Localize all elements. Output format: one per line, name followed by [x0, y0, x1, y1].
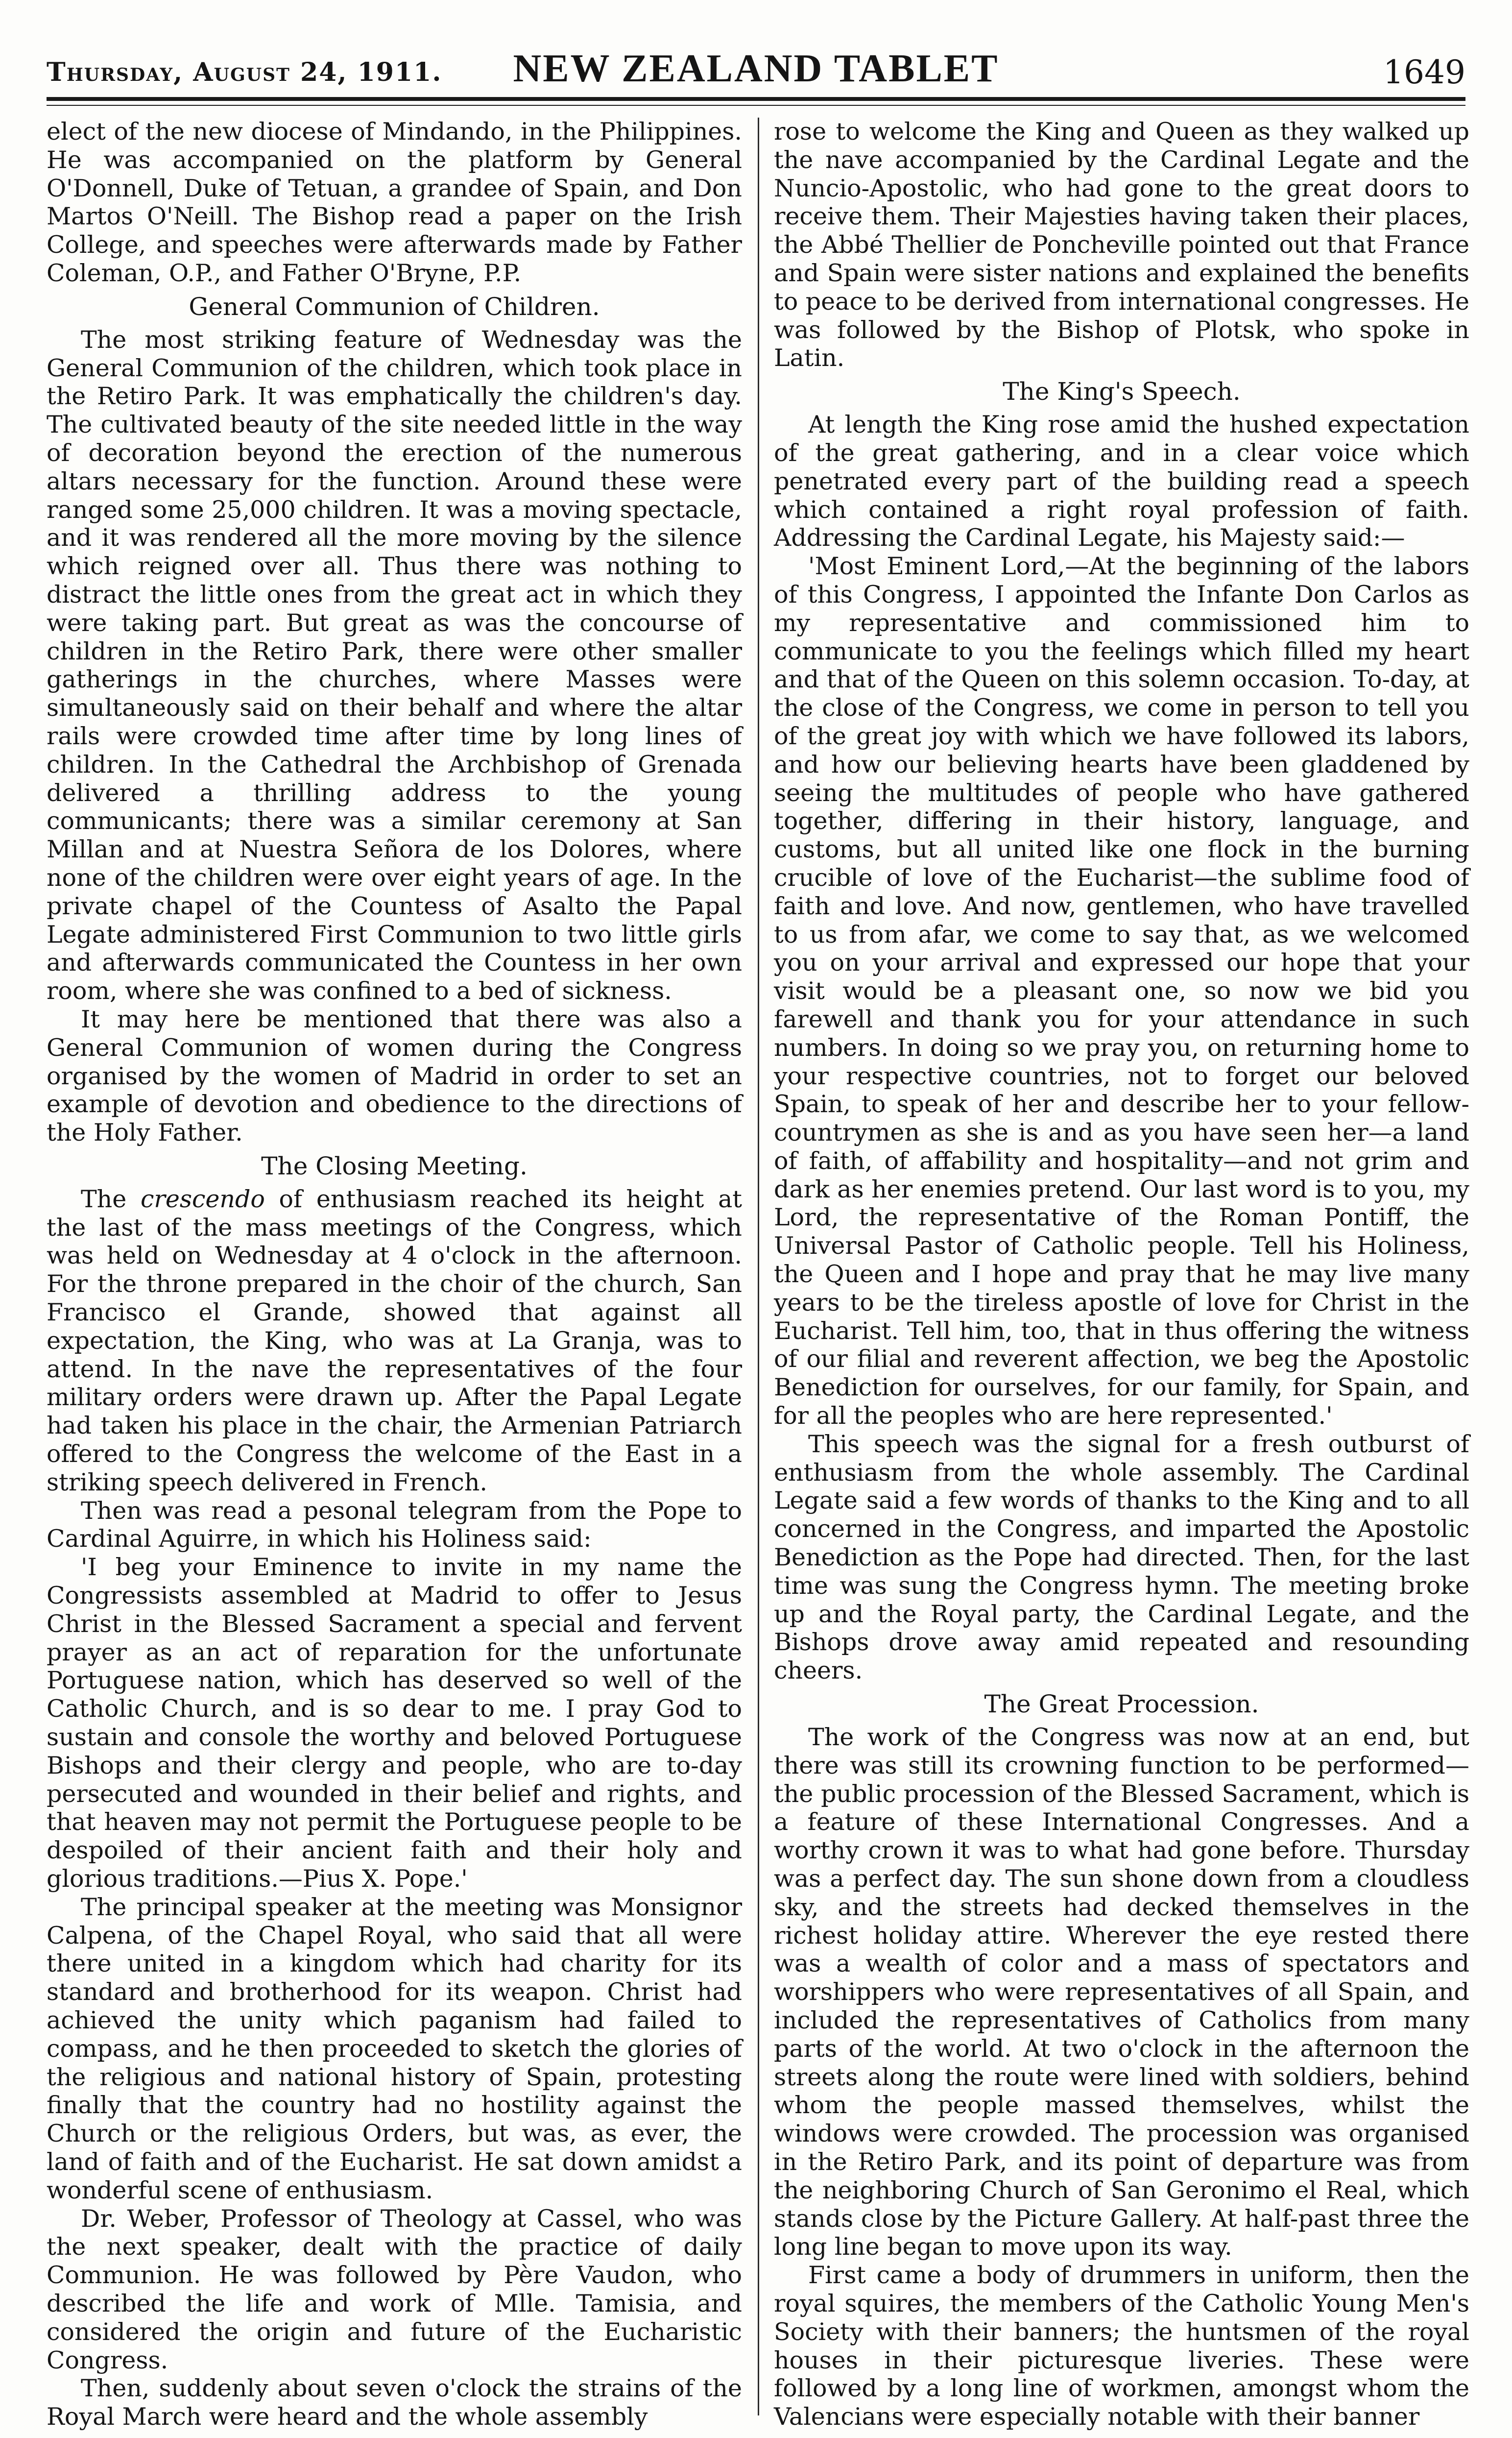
- header-rule-thin: [47, 105, 1465, 106]
- left-paragraph-4: [47, 1185, 742, 1497]
- heading-kings-speech: The King's Speech.: [1003, 377, 1241, 406]
- issue-date: Thursday, August 24, 1911.: [47, 57, 442, 87]
- left-column: [47, 118, 742, 2431]
- right-paragraph-2: At length the King rose amid the hushed expectation of the great gathering, and in a clear voice which penetrated every part of the building read a speech which contained a right royal profession of faith. Addressing the Cardinal Legate, his Majesty said:—: [774, 411, 1469, 552]
- heading-general-communion: General Communion of Children.: [189, 292, 600, 321]
- heading-great-procession: The Great Procession.: [984, 1690, 1259, 1719]
- page-header: [47, 47, 1465, 96]
- right-paragraph-1: rose to welcome the King and Queen as they walked up the nave accompanied by the Cardinal Legate and the Nuncio-Apostolic, who had gone to the great doors to receive them. Their Majesties having taken their places, the Abbé Thellier de Poncheville pointed out that France and Spain were sister nations and explained the benefits to peace to be derived from international congresses. He was followed by the Bishop of Plotsk, who spoke in Latin.: [774, 118, 1469, 372]
- right-paragraph-4: This speech was the signal for a fresh outburst of enthusiasm from the whole assembly. The Cardinal Legate said a few words of thanks to the King and to all concerned in the Congress, and imparted the Apostolic Benediction as the Pope had directed. Then, for the last time was sung the Congress hymn. The meeting broke up and the Royal party, the Cardinal Legate, and the Bishops drove away amid repeated and resounding cheers.: [774, 1430, 1469, 1685]
- kings-speech-text: 'Most Eminent Lord,—At the beginning of the labors of this Congress, I appointed the Infante Don Carlos as my representative and commissioned him to communicate to you the feelings which filled my heart and that of the Queen on this solemn occasion. To-day, at the close of the Congress, we come in person to tell you of the great joy with which we have followed its labors, and how our believing hearts have been gladdened by seeing the multitudes of people who have gathered together, differing in their history, language, and customs, but all united like one flock in the burning crucible of love of the Eucharist—the sublime food of faith and love. And now, gentlemen, who have travelled to us from afar, we come to say that, as we welcomed you on your arrival and expressed our hope that your visit would be a pleasant one, so now we bid you farewell and thank you for your attendance in such numbers. In doing so we pray you, on returning home to your respective countries, not to forget our beloved Spain, to speak of her and describe her to your fellow-countrymen as she is and as you have seen her—a land of faith, of affability and hospitality—and not grim and dark as her enemies pretend. Our last word is to you, my Lord, the representative of the Roman Pontiff, the Universal Pastor of Catholic people. Tell his Holiness, the Queen and I hope and pray that he may live many years to be the tireless apostle of love for Christ in the Eucharist. Tell him, too, that in thus offering the witness of our filial and reverent affection, we beg the Apostolic Benediction for ourselves, for our family, for Spain, and for all the peoples who are here represented.': [774, 552, 1469, 1430]
- left-paragraph-7: The principal speaker at the meeting was Monsignor Calpena, of the Chapel Royal, who said that all were there united in a kingdom which had charity for its standard and brotherhood for its weapon. Christ had achieved the unity which paganism had failed to compass, and he then proceeded to sketch the glories of the religious and national history of Spain, protesting finally that the country had no hostility against the Church or the religious Orders, but was, as ever, the land of faith and of the Eucharist. He sat down amidst a wonderful scene of enthusiasm.: [47, 1893, 742, 2204]
- left-paragraph-2: The most striking feature of Wednesday was the General Communion of the children, which took place in the Retiro Park. It was emphatically the children's day. The cultivated beauty of the site needed little in the way of decoration beyond the erection of the numerous altars necessary for the function. Around these were ranged some 25,000 children. It was a moving spectacle, and it was rendered all the more moving by the silence which reigned over all. Thus there was nothing to distract the little ones from the great act in which they were taking part. But great as was the concourse of children in the Retiro Park, there were other smaller gatherings in the churches, where Masses were simultaneously said on their behalf and where the altar rails were crowded time after time by long lines of children. In the Cathedral the Archbishop of Grenada delivered a thrilling address to the young communicants; there was a similar ceremony at San Millan and at Nuestra Señora de los Dolores, where none of the children were over eight years of age. In the private chapel of the Countess of Asalto the Papal Legate administered First Communion to two little girls and afterwards communicated the Countess in her own room, where she was confined to a bed of sickness.: [47, 325, 742, 1005]
- header-rule-thick: [47, 97, 1465, 101]
- page-number: 1649: [1383, 53, 1465, 91]
- left-paragraph-8: Dr. Weber, Professor of Theology at Cassel, who was the next speaker, dealt with the practice of daily Communion. He was followed by Père Vaudon, who described the life and work of Mlle. Tamisia, and considered the origin and future of the Eucharistic Congress.: [47, 2204, 742, 2374]
- masthead-title: NEW ZEALAND TABLET: [513, 47, 999, 90]
- crescendo-rest-text: of enthusiasm reached its height at the last of the mass meetings of the Congress, which was held on Wednesday at 4 o'clock in the afternoon. For the throne prepared in the choir of the church, San Francisco el Grande, showed that against all expectation, the King, who was at La Granja, was to attend. In the nave the representatives of the four military orders were drawn up. After the Papal Legate had taken his place in the chair, the Armenian Patriarch offered to the Congress the welcome of the East in a striking speech delivered in French.: [47, 1185, 742, 1496]
- left-paragraph-9: Then, suddenly about seven o'clock the strains of the Royal March were heard and the whole assembly: [47, 2374, 742, 2431]
- column-divider: [758, 118, 759, 2415]
- right-paragraph-5: The work of the Congress was now at an end, but there was still its crowning function to be performed—the public procession of the Blessed Sacrament, which is a feature of these International Congresses. And a worthy crown it was to what had gone before. Thursday was a perfect day. The sun shone down from a cloudless sky, and the streets had decked themselves in the richest holiday attire. Wherever the eye rested there was a wealth of color and a mass of spectators and worshippers who were representatives of all Spain, and included the representatives of Catholics from many parts of the world. At two o'clock in the afternoon the streets along the route were lined with soldiers, behind whom the people massed themselves, whilst the windows were crowded. The procession was organised in the Retiro Park, and its point of departure was from the neighboring Church of San Geronimo el Real, which stands close by the Picture Gallery. At half-past three the long line began to move upon its way.: [774, 1723, 1469, 2261]
- left-paragraph-1: elect of the new diocese of Mindando, in the Philippines. He was accompanied on the platform by General O'Donnell, Duke of Tetuan, a grandee of Spain, and Don Martos O'Neill. The Bishop read a paper on the Irish College, and speeches were afterwards made by Father Coleman, O.P., and Father O'Bryne, P.P.: [47, 118, 742, 287]
- left-paragraph-5: Then was read a pesonal telegram from the Pope to Cardinal Aguirre, in which his Holiness said:: [47, 1496, 742, 1553]
- right-column: [774, 118, 1469, 2431]
- right-paragraph-6: First came a body of drummers in uniform, then the royal squires, the members of the Catholic Young Men's Society with their banners; the huntsmen of the royal houses in their picturesque liveries. These were followed by a long line of workmen, amongst whom the Valencians were especially notable with their banner: [774, 2261, 1469, 2431]
- heading-closing-meeting: The Closing Meeting.: [261, 1151, 528, 1180]
- left-paragraph-3: It may here be mentioned that there was also a General Communion of women during the Congress organised by the women of Madrid in order to set an example of devotion and obedience to the directions of the Holy Father.: [47, 1005, 742, 1147]
- pope-telegram: 'I beg your Eminence to invite in my name the Congressists assembled at Madrid to offer to Jesus Christ in the Blessed Sacrament a special and fervent prayer as an act of reparation for the unfortunate Portuguese nation, which has deserved so well of the Catholic Church, and is so dear to me. I pray God to sustain and console the worthy and beloved Portuguese Bishops and their clergy and people, who are to-day persecuted and wounded in their belief and rights, and that heaven may not permit the Portuguese people to be despoiled of their ancient faith and their holy and glorious traditions.—Pius X. Pope.': [47, 1553, 742, 1893]
- crescendo-lead-text: The: [81, 1185, 141, 1213]
- crescendo-italic: crescendo: [140, 1185, 265, 1213]
